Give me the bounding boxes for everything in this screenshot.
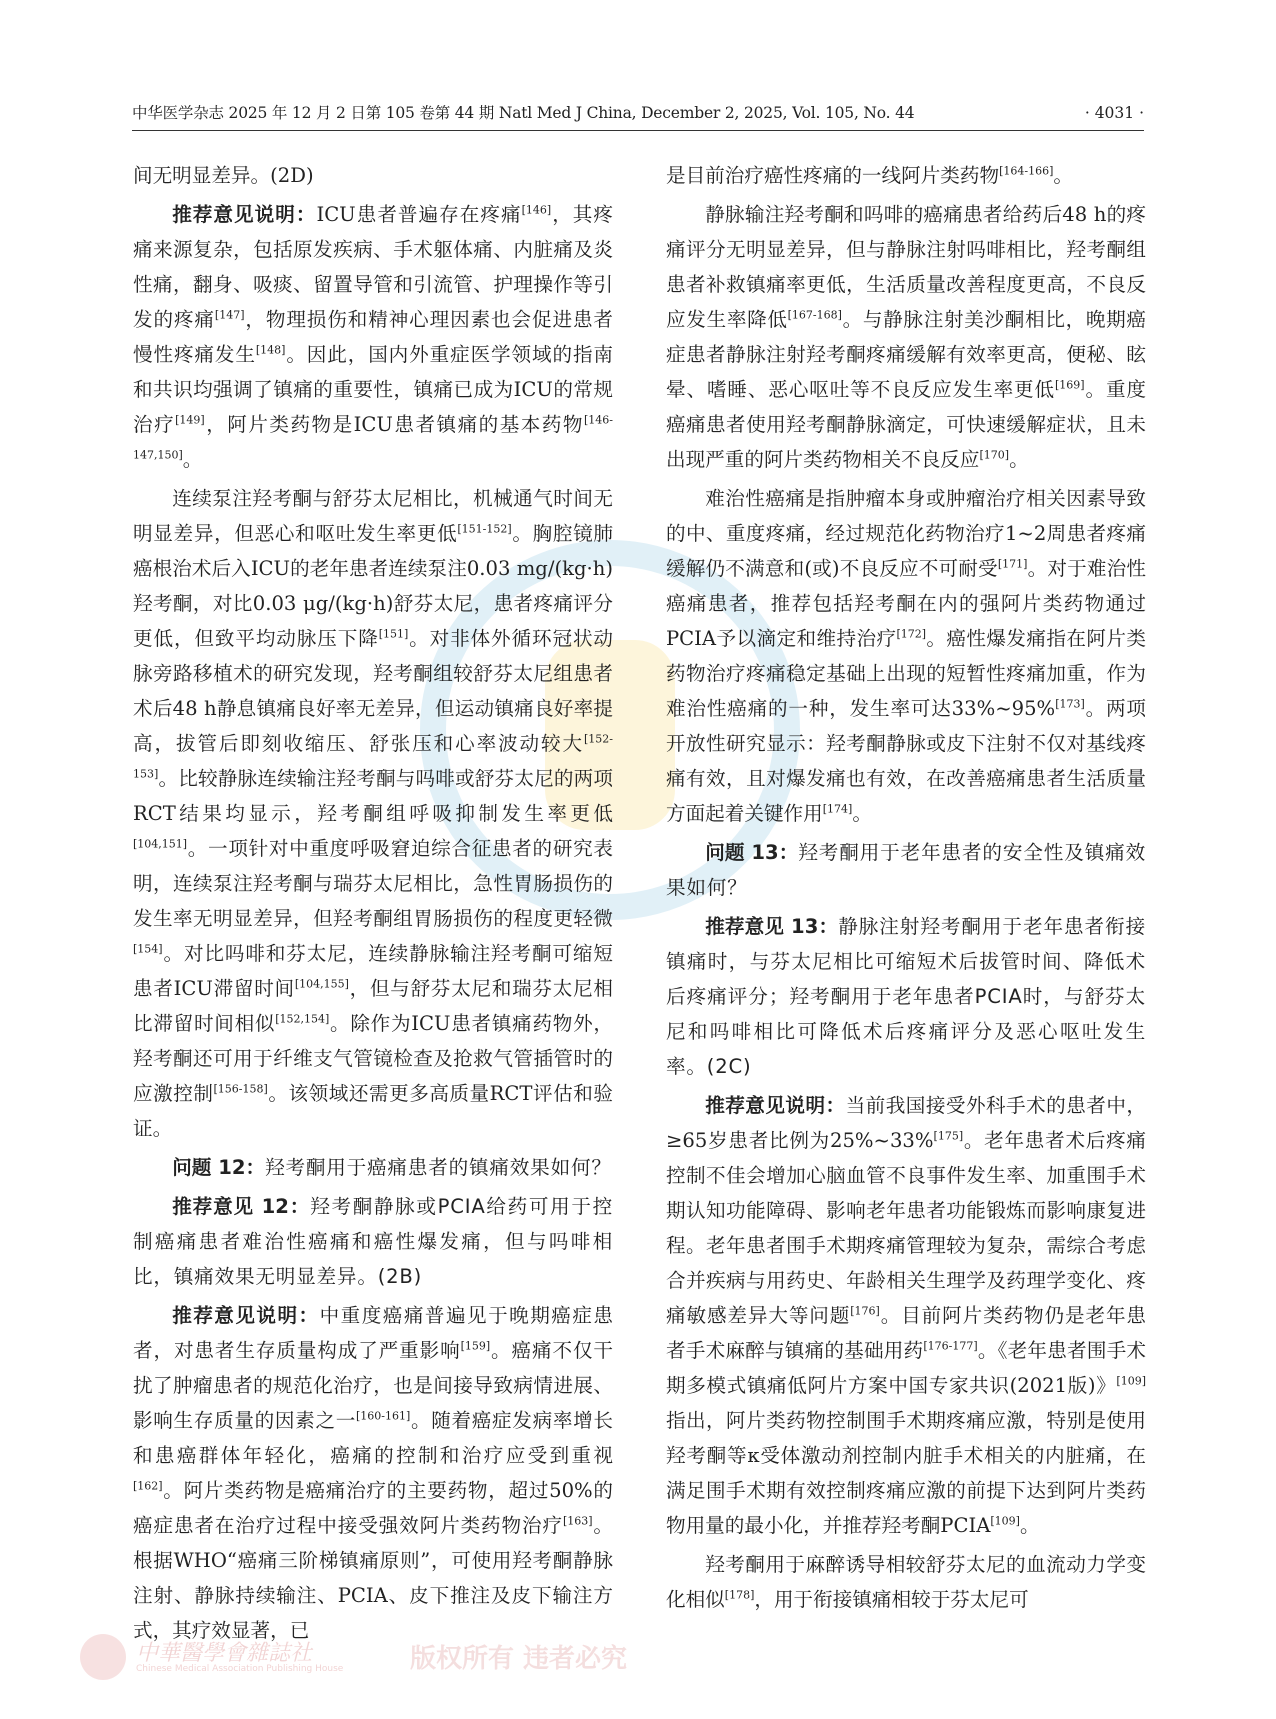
publisher-seal-icon — [80, 1634, 126, 1680]
citation-ref: [159] — [460, 1339, 491, 1353]
citation-ref: [172] — [896, 627, 927, 641]
running-header — [132, 96, 1144, 131]
paragraph-lead: 推荐意见说明： — [172, 1304, 320, 1327]
citation-ref: [178] — [724, 1588, 755, 1602]
paragraph — [133, 197, 613, 477]
page-number: · 4031 · — [1084, 104, 1144, 122]
question-text: 羟考酮用于老年患者的安全性及镇痛效果如何？ — [666, 841, 1146, 899]
recommendation-paragraph — [666, 909, 1146, 1084]
citation-ref: [146] — [521, 203, 552, 217]
citation-ref: [154] — [133, 942, 163, 956]
citation-ref: [149] — [175, 413, 205, 427]
citation-ref: [147] — [214, 308, 245, 322]
citation-ref: [162] — [133, 1479, 163, 1493]
paragraph: 间无明显差异。(2D) — [133, 164, 314, 187]
left-column — [133, 158, 613, 1652]
citation-ref: [104,151] — [133, 837, 188, 851]
recommendation-lead: 推荐意见 13： — [705, 915, 839, 938]
citation-ref: [156-158] — [213, 1082, 268, 1096]
citation-ref: [152,154] — [275, 1012, 330, 1026]
citation-ref: [151] — [378, 627, 409, 641]
recommendation-paragraph — [133, 1189, 613, 1294]
citation-ref: [173] — [1055, 697, 1085, 711]
paragraph: 连续泵注羟考酮与舒芬太尼相比，机械通气时间无明显差异，但恶心和呕吐发生率更低[151-152]。胸腔镜肺癌根治术后入ICU的老年患者连续泵注0.03 mg/(kg·h)羟考酮，对比0.03 μg/(kg·h)舒芬太尼，患者疼痛评分更低，但致平均动脉压下降[151]。对非体外循环冠状动脉旁路移植术的研究发现，羟考酮组较舒芬太尼组患者术后48 h静息镇痛良好率无差异，但运动镇痛良好率提高，拔管后即刻收缩压、舒张压和心率波动较大[152-153]。比较静脉连续输注羟考酮与吗啡或舒芬太尼的两项RCT结果均显示，羟考酮组呼吸抑制发生率更低[104,151]。一项针对中重度呼吸窘迫综合征患者的研究表明，连续泵注羟考酮与瑞芬太尼相比，急性胃肠损伤的发生率无明显差异，但羟考酮组胃肠损伤的程度更轻微[154]。对比吗啡和芬太尼，连续静脉输注羟考酮可缩短患者ICU滞留时间[104,155]，但与舒芬太尼和瑞芬太尼相比滞留时间相似[152,154]。除作为ICU患者镇痛药物外，羟考酮还可用于纤维支气管镜检查及抢救气管插管时的应激控制[156-158]。该领域还需更多高质量RCT评估和验证。 — [133, 487, 614, 1140]
paragraph — [666, 1088, 1146, 1543]
citation-ref: [176-177] — [923, 1339, 978, 1353]
citation-ref: [176] — [850, 1304, 880, 1318]
paragraph-text: 当前我国接受外科手术的患者中，≥65岁患者比例为25%~33%[175]。老年患者术后疼痛控制不佳会增加心脑血管不良事件发生率、加重围手术期认知功能障碍、影响老年患者功能锻炼而影响康复进程。老年患者围手术期疼痛管理较为复杂，需综合考虑合并疾病与用药史、年龄相关生理学及药理学变化、疼痛敏感差异大等问题[176]。目前阿片类药物仍是老年患者手术麻醉与镇痛的基础用药[176-177]。《老年患者围手术期多模式镇痛低阿片方案中国专家共识(2021版)》[109]指出，阿片类药物控制围手术期疼痛应激，特别是使用羟考酮等κ受体激动剂控制内脏手术相关的内脏痛，在满足围手术期有效控制疼痛应激的前提下达到阿片类药物用量的最小化，并推荐羟考酮PCIA[109]。 — [666, 1094, 1147, 1537]
citation-ref: [164-166] — [999, 164, 1054, 178]
paragraph — [133, 1298, 613, 1648]
question-lead: 问题 13： — [705, 841, 799, 864]
citation-ref: [167-168] — [787, 308, 842, 322]
question-paragraph — [133, 1150, 613, 1185]
question-text: 羟考酮用于癌痛患者的镇痛效果如何？ — [265, 1156, 612, 1179]
paragraph: 难治性癌痛是指肿瘤本身或肿瘤治疗相关因素导致的中、重度疼痛，经过规范化药物治疗1~2周患者疼痛缓解仍不满意和(或)不良反应不可耐受[171]。对于难治性癌痛患者，推荐包括羟考酮在内的强阿片类药物通过PCIA予以滴定和维持治疗[172]。癌性爆发痛指在阿片类药物治疗疼痛稳定基础上出现的短暂性疼痛加重，作为难治性癌痛的一种，发生率可达33%~95%[173]。两项开放性研究显示：羟考酮静脉或皮下注射不仅对基线疼痛有效，且对爆发痛也有效，在改善癌痛患者生活质量方面起着关键作用[174]。 — [666, 487, 1146, 825]
recommendation-lead: 推荐意见 12： — [172, 1195, 311, 1218]
citation-ref: [146-147,150] — [133, 413, 614, 462]
recommendation-text: 静脉注射羟考酮用于老年患者衔接镇痛时，与芬太尼相比可缩短术后拔管时间、降低术后疼痛评分；羟考酮用于老年患者PCIA时，与舒芬太尼和吗啡相比可降低术后疼痛评分及恶心呕吐发生率。(2C) — [666, 915, 1147, 1078]
citation-ref: [170] — [979, 448, 1010, 462]
citation-ref: [109] — [990, 1514, 1020, 1528]
question-lead: 问题 12： — [172, 1156, 266, 1179]
citation-ref: [104,155] — [294, 977, 349, 991]
citation-ref: [169] — [1055, 378, 1085, 392]
paragraph: 静脉输注羟考酮和吗啡的癌痛患者给药后48 h的疼痛评分无明显差异，但与静脉注射吗啡相比，羟考酮组患者补救镇痛率更低，生活质量改善程度更高，不良反应发生率降低[167-168]。与静脉注射美沙酮相比，晚期癌症患者静脉注射羟考酮疼痛缓解有效率更高，便秘、眩晕、嗜睡、恶心呕吐等不良反应发生率更低[169]。重度癌痛患者使用羟考酮静脉滴定，可快速缓解症状，且未出现严重的阿片类药物相关不良反应[170]。 — [666, 203, 1147, 471]
citation-ref: [109] — [1116, 1374, 1146, 1388]
citation-ref: [151-152] — [457, 522, 512, 536]
citation-ref: [174] — [822, 802, 853, 816]
recommendation-text: 羟考酮静脉或PCIA给药可用于控制癌痛患者难治性癌痛和癌性爆发痛，但与吗啡相比，镇痛效果无明显差异。(2B) — [133, 1195, 614, 1288]
paragraph-text: 中重度癌痛普遍见于晚期癌症患者，对患者生存质量构成了严重影响[159]。癌痛不仅干扰了肿瘤患者的规范化治疗，也是间接导致病情进展、影响生存质量的因素之一[160-161]。随着癌症发病率增长和患癌群体年轻化，癌痛的控制和治疗应受到重视[162]。阿片类药物是癌痛治疗的主要药物，超过50%的癌症患者在治疗过程中接受强效阿片类药物治疗[163]。根据WHO“癌痛三阶梯镇痛原则”，可使用羟考酮静脉注射、静脉持续输注、PCIA、皮下推注及皮下输注方式，其疗效显著，已 — [133, 1304, 614, 1642]
journal-citation: 中华医学杂志 2025 年 12 月 2 日第 105 卷第 44 期 Natl Med J China, December 2, 2025, Vol. 105, No. 44 — [132, 104, 915, 122]
publisher-english-name: Chinese Medical Association Publishing House — [136, 1664, 344, 1674]
citation-ref: [148] — [255, 343, 286, 357]
paragraph-lead: 推荐意见说明： — [172, 203, 317, 226]
right-column — [666, 158, 1146, 1621]
paragraph-lead: 推荐意见说明： — [705, 1094, 846, 1117]
citation-ref: [152-153] — [133, 732, 613, 781]
paragraph: 羟考酮用于麻醉诱导相较舒芬太尼的血流动力学变化相似[178]，用于衔接镇痛相较于芬太尼可 — [666, 1553, 1146, 1611]
citation-ref: [175] — [933, 1129, 964, 1143]
question-paragraph — [666, 835, 1146, 905]
citation-ref: [163] — [562, 1514, 593, 1528]
paragraph: 是目前治疗癌性疼痛的一线阿片类药物[164-166]。 — [666, 164, 1073, 187]
citation-ref: [171] — [997, 557, 1028, 571]
copyright-notice: 版权所有 违者必究 — [410, 1644, 628, 1674]
publisher-name: 中華醫學會雜誌社 — [136, 1641, 313, 1666]
citation-ref: [160-161] — [356, 1409, 411, 1423]
paragraph-text: ICU患者普遍存在疼痛[146]，其疼痛来源复杂，包括原发疾病、手术躯体痛、内脏痛及炎性痛，翻身、吸痰、留置导管和引流管、护理操作等引发的疼痛[147]，物理损伤和精神心理因素也会促进患者慢性疼痛发生[148]。因此，国内外重症医学领域的指南和共识均强调了镇痛的重要性，镇痛已成为ICU的常规治疗[149]，阿片类药物是ICU患者镇痛的基本药物[146-147,150]。 — [133, 203, 614, 471]
